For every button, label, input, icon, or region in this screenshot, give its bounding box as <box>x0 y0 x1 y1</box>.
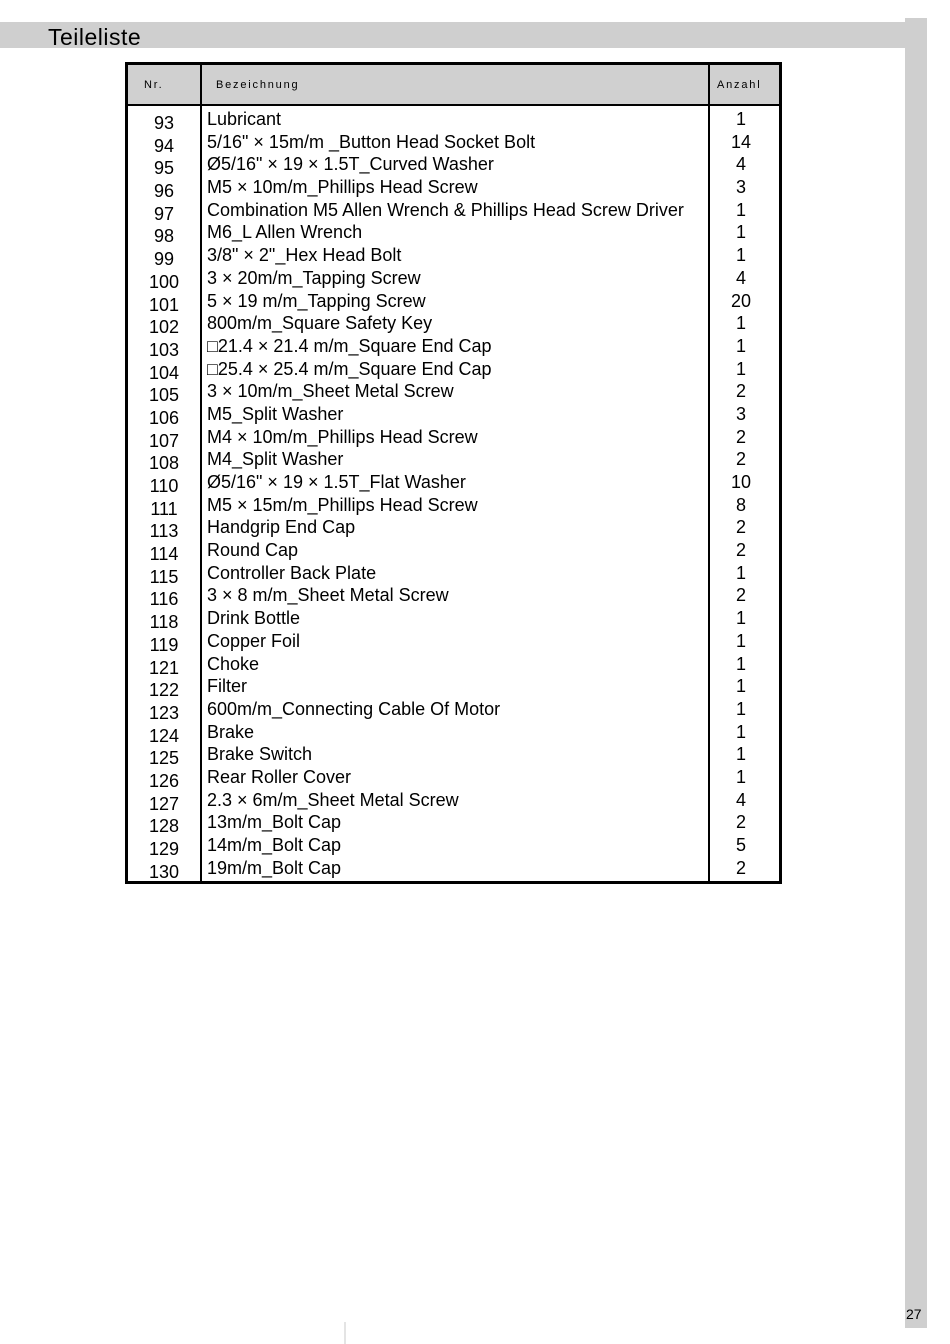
column-header-bezeichnung: Bezeichnung <box>216 79 300 91</box>
part-number: 111 <box>150 498 178 519</box>
part-quantity: 1 <box>735 744 746 765</box>
part-quantity: 14 <box>730 131 752 152</box>
table-row <box>128 494 779 517</box>
part-description: 19m/m_Bolt Cap <box>207 857 342 878</box>
table-row <box>128 721 779 744</box>
table-row <box>128 766 779 789</box>
table-row <box>128 244 779 270</box>
part-description: 14m/m_Bolt Cap <box>207 835 342 855</box>
part-quantity: 3 <box>735 403 746 424</box>
scan-mark <box>344 1322 346 1344</box>
part-number: 103 <box>148 339 180 360</box>
table-row <box>128 221 779 247</box>
part-quantity: 8 <box>735 494 746 515</box>
part-description: M5 × 15m/m_Phillips Head Screw <box>207 494 478 515</box>
part-number: 101 <box>148 294 180 315</box>
part-number: 102 <box>148 317 180 338</box>
table-row <box>128 312 779 338</box>
part-quantity: 1 <box>735 358 746 379</box>
part-number: 124 <box>148 725 180 746</box>
table-row <box>128 290 779 313</box>
part-number: 106 <box>148 407 180 428</box>
part-description: Filter <box>207 676 247 697</box>
part-description: Copper Foil <box>207 630 301 651</box>
part-description: M6_L Allen Wrench <box>207 222 363 243</box>
part-number: 104 <box>148 362 180 383</box>
part-description: □21.4 × 21.4 m/m_Square End Cap <box>207 335 492 356</box>
part-quantity: 2 <box>735 812 746 833</box>
part-quantity: 1 <box>735 222 746 243</box>
part-number: 108 <box>148 453 180 474</box>
part-number: 97 <box>153 203 175 224</box>
table-row <box>128 199 779 222</box>
part-number: 128 <box>148 816 180 837</box>
part-quantity: 2 <box>735 426 746 447</box>
part-number: 127 <box>148 793 180 814</box>
part-number: 107 <box>148 430 180 451</box>
table-row <box>128 426 779 449</box>
part-quantity: 2 <box>735 381 746 402</box>
part-number: 96 <box>153 181 175 202</box>
part-description: Controller Back Plate <box>207 562 377 583</box>
part-description: 3/8" × 2"_Hex Head Bolt <box>207 245 402 266</box>
table-row <box>128 471 779 494</box>
part-number: 130 <box>148 861 180 882</box>
part-description: 3 × 10m/m_Sheet Metal Screw <box>207 381 454 402</box>
table-row <box>128 584 779 610</box>
side-band <box>905 18 927 1328</box>
part-quantity: 1 <box>735 109 746 129</box>
part-description: Brake <box>207 721 255 742</box>
part-description: Round Cap <box>207 540 299 561</box>
part-quantity: 4 <box>735 267 746 288</box>
part-description: 800m/m_Square Safety Key <box>207 313 433 334</box>
part-description: Choke <box>207 653 260 674</box>
part-quantity: 20 <box>730 290 752 311</box>
part-number: 121 <box>148 657 180 678</box>
part-quantity: 1 <box>735 630 746 651</box>
part-number: 115 <box>149 566 179 587</box>
table-row <box>128 675 779 701</box>
part-number: 125 <box>148 748 180 769</box>
part-number: 118 <box>149 612 179 633</box>
table-row <box>128 562 779 585</box>
table-row <box>128 380 779 406</box>
part-quantity: 5 <box>735 835 746 855</box>
part-description: 2.3 × 6m/m_Sheet Metal Screw <box>207 789 459 810</box>
part-description: Handgrip End Cap <box>207 517 356 538</box>
table-row <box>128 176 779 202</box>
part-description: M4_Split Washer <box>207 449 344 470</box>
part-quantity: 4 <box>735 789 746 810</box>
table-header-row <box>128 65 779 106</box>
part-description: M4 × 10m/m_Phillips Head Screw <box>207 426 478 447</box>
part-description: 3 × 8 m/m_Sheet Metal Screw <box>207 585 449 606</box>
column-header-nr: Nr. <box>144 79 164 91</box>
parts-table <box>125 62 782 884</box>
part-quantity: 2 <box>735 517 746 538</box>
table-row <box>128 743 779 769</box>
part-description: 600m/m_Connecting Cable Of Motor <box>207 698 501 719</box>
part-description: Combination M5 Allen Wrench & Phillips Head Screw Driver <box>207 199 684 220</box>
part-quantity: 1 <box>735 313 746 334</box>
table-row <box>128 630 779 653</box>
part-quantity: 1 <box>735 653 746 674</box>
part-number: 110 <box>149 476 179 496</box>
table-row <box>128 607 779 633</box>
part-number: 119 <box>149 634 179 655</box>
part-number: 93 <box>153 113 175 133</box>
table-row <box>128 131 779 154</box>
table-row <box>128 653 779 676</box>
part-description: Brake Switch <box>207 744 313 765</box>
part-number: 95 <box>153 158 175 179</box>
table-body <box>128 108 779 882</box>
table-row <box>128 698 779 721</box>
table-row <box>128 811 779 837</box>
part-number: 113 <box>149 521 179 542</box>
part-description: 5/16" × 15m/m _Button Head Socket Bolt <box>207 131 536 152</box>
table-row <box>128 448 779 474</box>
part-quantity: 1 <box>735 199 746 220</box>
part-quantity: 10 <box>730 472 752 492</box>
part-description: 5 × 19 m/m_Tapping Screw <box>207 290 426 311</box>
table-row <box>128 267 779 290</box>
part-quantity: 2 <box>735 857 746 878</box>
table-row <box>128 789 779 812</box>
part-description: 13m/m_Bolt Cap <box>207 812 342 833</box>
part-description: M5_Split Washer <box>207 403 344 424</box>
part-number: 123 <box>148 702 180 723</box>
part-quantity: 2 <box>735 540 746 561</box>
part-quantity: 1 <box>735 721 746 742</box>
table-row <box>128 108 779 131</box>
part-description: Rear Roller Cover <box>207 766 352 787</box>
part-number: 129 <box>148 839 180 859</box>
table-row <box>128 358 779 381</box>
part-description: M5 × 10m/m_Phillips Head Screw <box>207 177 478 198</box>
part-description: □25.4 × 25.4 m/m_Square End Cap <box>207 358 492 379</box>
part-quantity: 1 <box>735 676 746 697</box>
part-quantity: 4 <box>735 154 746 175</box>
part-number: 122 <box>148 680 180 701</box>
part-quantity: 3 <box>735 177 746 198</box>
part-quantity: 1 <box>735 766 746 787</box>
part-number: 100 <box>148 271 180 292</box>
part-quantity: 1 <box>735 245 746 266</box>
table-row <box>128 857 779 880</box>
part-number: 105 <box>148 385 180 406</box>
part-number: 99 <box>153 249 175 270</box>
part-description: 3 × 20m/m_Tapping Screw <box>207 267 421 288</box>
part-number: 116 <box>149 589 179 610</box>
page-title: Teileliste <box>48 24 142 50</box>
part-quantity: 1 <box>735 562 746 583</box>
part-quantity: 2 <box>735 449 746 470</box>
table-row <box>128 403 779 426</box>
table-row <box>128 516 779 542</box>
table-row <box>128 335 779 358</box>
part-description: Ø5/16" × 19 × 1.5T_Flat Washer <box>207 472 466 492</box>
table-row <box>128 539 779 565</box>
page-number: 27 <box>906 1306 922 1322</box>
part-number: 114 <box>149 544 179 565</box>
part-quantity: 1 <box>735 698 746 719</box>
table-row <box>128 834 779 857</box>
table-row <box>128 153 779 179</box>
part-quantity: 2 <box>735 585 746 606</box>
part-description: Drink Bottle <box>207 608 301 629</box>
part-description: Ø5/16" × 19 × 1.5T_Curved Washer <box>207 154 494 175</box>
column-header-anzahl: Anzahl <box>717 79 762 91</box>
part-quantity: 1 <box>735 335 746 356</box>
part-number: 94 <box>153 135 175 156</box>
part-number: 126 <box>148 770 180 791</box>
part-number: 98 <box>153 226 175 247</box>
part-quantity: 1 <box>735 608 746 629</box>
part-description: Lubricant <box>207 109 282 129</box>
